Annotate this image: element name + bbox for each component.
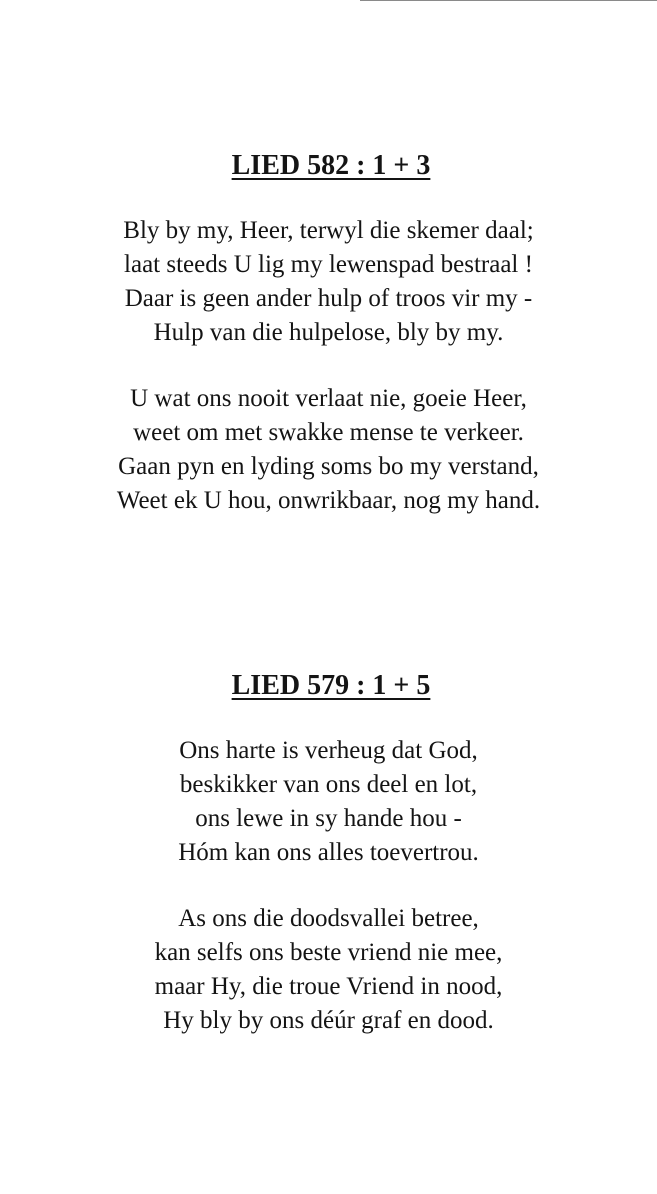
verse-line: Gaan pyn en lyding soms bo my verstand, (118, 453, 539, 480)
verse-line: maar Hy, die troue Vriend in nood, (154, 973, 503, 1000)
verse-line: Bly by my, Heer, terwyl die skemer daal; (123, 217, 534, 244)
stanza-2 (0, 902, 657, 1038)
scan-edge-line (360, 0, 657, 1)
verse-line: Hulp van die hulpelose, bly by my. (153, 319, 504, 346)
verse-line: Hóm kan ons alles toevertrou. (178, 839, 479, 866)
verse-line: ons lewe in sy hande hou - (195, 805, 462, 832)
hymn-579 (0, 668, 657, 1038)
stanza-1 (0, 214, 657, 350)
stanza-1 (0, 734, 657, 870)
verse-line: Ons harte is verheug dat God, (179, 737, 478, 764)
verse-line: Daar is geen ander hulp of troos vir my - (124, 285, 533, 312)
verse-line: Weet ek U hou, onwrikbaar, nog my hand. (116, 487, 541, 514)
hymn-title: LIED 579 : 1 + 5 (231, 670, 431, 701)
verse-line: As ons die doodsvallei betree, (178, 905, 479, 932)
verse-line: weet om met swakke mense te verkeer. (133, 419, 524, 446)
hymn-title: LIED 582 : 1 + 3 (231, 150, 431, 181)
verse-line: U wat ons nooit verlaat nie, goeie Heer, (130, 385, 527, 412)
verse-line: Hy bly by ons déúr graf en dood. (163, 1007, 494, 1034)
verse-line: kan selfs ons beste vriend nie mee, (154, 939, 503, 966)
hymn-582 (0, 148, 657, 518)
verse-line: beskikker van ons deel en lot, (179, 771, 478, 798)
stanza-2 (0, 382, 657, 518)
verse-line: laat steeds U lig my lewenspad bestraal ! (124, 251, 533, 278)
